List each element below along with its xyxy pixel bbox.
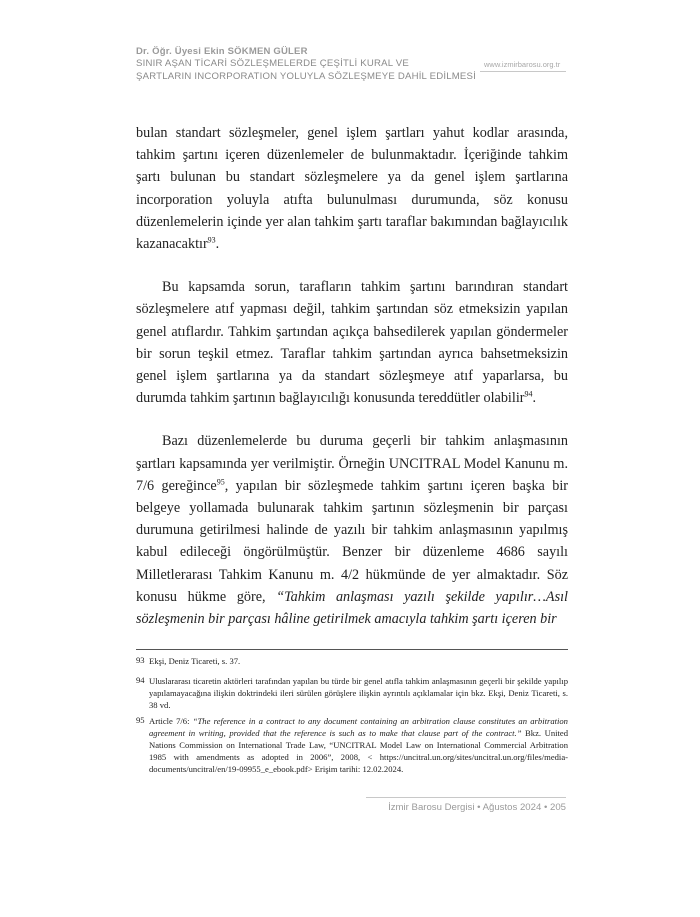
- footnote-text: Uluslararası ticaretin aktörleri tarafından yapılan bu türde bir genel atıfla tahkim anlaşmasının geçerli bir şekilde yapılıp yapılamayacağına ilişkin doktrindeki ileri sürülen görüşlere ilişkin ayrıntılı açıklamalar için bkz. Ekşi, Deniz Ticareti, s. 38 vd.: [149, 675, 568, 710]
- footnote-94: [136, 675, 568, 711]
- article-title-line-1: SINIR AŞAN TİCARİ SÖZLEŞMELERDE ÇEŞİTLİ KURAL VE: [136, 58, 409, 69]
- body-text: [136, 122, 568, 630]
- footnote-number: 95: [136, 714, 145, 725]
- paragraph-2-text: Bu kapsamda sorun, tarafların tahkim şartını barındıran standart sözleşmelere atıf yapması değil, tahkim şartından söz etmeksizin yapılan genel atıflardır. Tahkim şartından açıkça bahsedilerek yapılan göndermeler bir sorun teşkil etmez. Taraflar tahkim şartından ayrıca bahsetmeksizin genel işlem şartlarına ya da standart sözleşmeye atıf yaparlarsa, bu durumda tahkim şartının bağlayıcılığı konusunda tereddütler olabilir: [136, 279, 568, 407]
- paragraph-3-text-a: Bazı düzenlemelerde bu duruma geçerli bir tahkim anlaşmasının şartları kapsamında yer verilmiştir. Örneğin UNCITRAL Model Kanunu m. 7/6 gereğince: [136, 433, 568, 494]
- footnote-text: [136, 715, 568, 775]
- footnote-divider: [136, 649, 568, 650]
- paragraph-2-end: .: [532, 390, 537, 407]
- paragraph-1: [136, 122, 568, 255]
- footnote-citation: Bkz. United Nations Commission on International Trade Law, “UNCITRAL Model Law on International Commercial Arbitration 1985 with amendments as adopted in 2006”, 2008, < https://uncitral.un.org/sites/uncitral.un.org/files/media-documents/uncitral/en/19-09955_e_ebook.pdf> Erişim tarihi: 12.02.2024.: [149, 727, 568, 774]
- footer-divider: [366, 797, 566, 798]
- paragraph-1-text: bulan standart sözleşmeler, genel işlem şartları yahut kodlar arasında, tahkim şartını içeren düzenlemeler de bulunmaktadır. İçeriğinde tahkim şartı bulunan bu standart sözleşmelere ya da genel işlem şartlarına incorporation yoluyla atıfta bulunulması durumunda, söz konusu düzenlemelerin içinde yer alan tahkim şartı taraflar bakımından bağlayıcılık kazanacaktır: [136, 125, 568, 253]
- footnote-text: Ekşi, Deniz Ticareti, s. 37.: [149, 656, 241, 666]
- paragraph-2: [136, 276, 568, 409]
- footnote-93: [136, 655, 568, 671]
- footnote-number: 94: [136, 674, 145, 685]
- paragraph-3-text-b: , yapılan bir sözleşmede tahkim şartını içeren başka bir belgeye yollamada bulunarak tahkim şartının sözleşmenin bir parçası durumuna getirilmesi halinde de yazılı bir tahkim anlaşmasının yapılmış kabul edileceği öngörülmüştür. Benzer bir düzenleme 4686 sayılı Milletlerarası Tahkim Kanunu m. 4/2 hükmünde de yer almaktadır. Söz konusu hükme göre,: [136, 477, 569, 605]
- paragraph-1-end: .: [215, 236, 220, 253]
- footnotes: [136, 655, 568, 779]
- article-title-line-2: ŞARTLARIN INCORPORATION YOLUYLA SÖZLEŞMEYE DAHİL EDİLMESİ: [136, 71, 476, 82]
- header-divider: [480, 71, 566, 72]
- website-url[interactable]: www.izmirbarosu.org.tr: [484, 60, 561, 69]
- footnote-ref-95[interactable]: 95: [216, 477, 225, 487]
- footnote-number: 93: [136, 655, 145, 665]
- law-quote: “Tahkim anlaşması yazılı şekilde yapılır…Asıl sözleşmenin bir parçası hâline getirilmek amacıyla tahkim şartı içeren bir: [136, 588, 568, 628]
- footnote-95: [136, 715, 568, 775]
- author-name: Dr. Öğr. Üyesi Ekin SÖKMEN GÜLER: [136, 46, 308, 57]
- page-footer: İzmir Barosu Dergisi • Ağustos 2024 • 205: [388, 802, 566, 813]
- footnote-ref-93[interactable]: 93: [207, 235, 216, 245]
- footnote-ref-94[interactable]: 94: [524, 389, 533, 399]
- paragraph-3: [136, 430, 568, 630]
- footnote-label: Article 7/6:: [149, 715, 193, 726]
- footnote-quote: “The reference in a contract to any document containing an arbitration clause constitutes an arbitration agreement in writing, provided that the reference is such as to make that clause part of the contract.”: [149, 715, 568, 738]
